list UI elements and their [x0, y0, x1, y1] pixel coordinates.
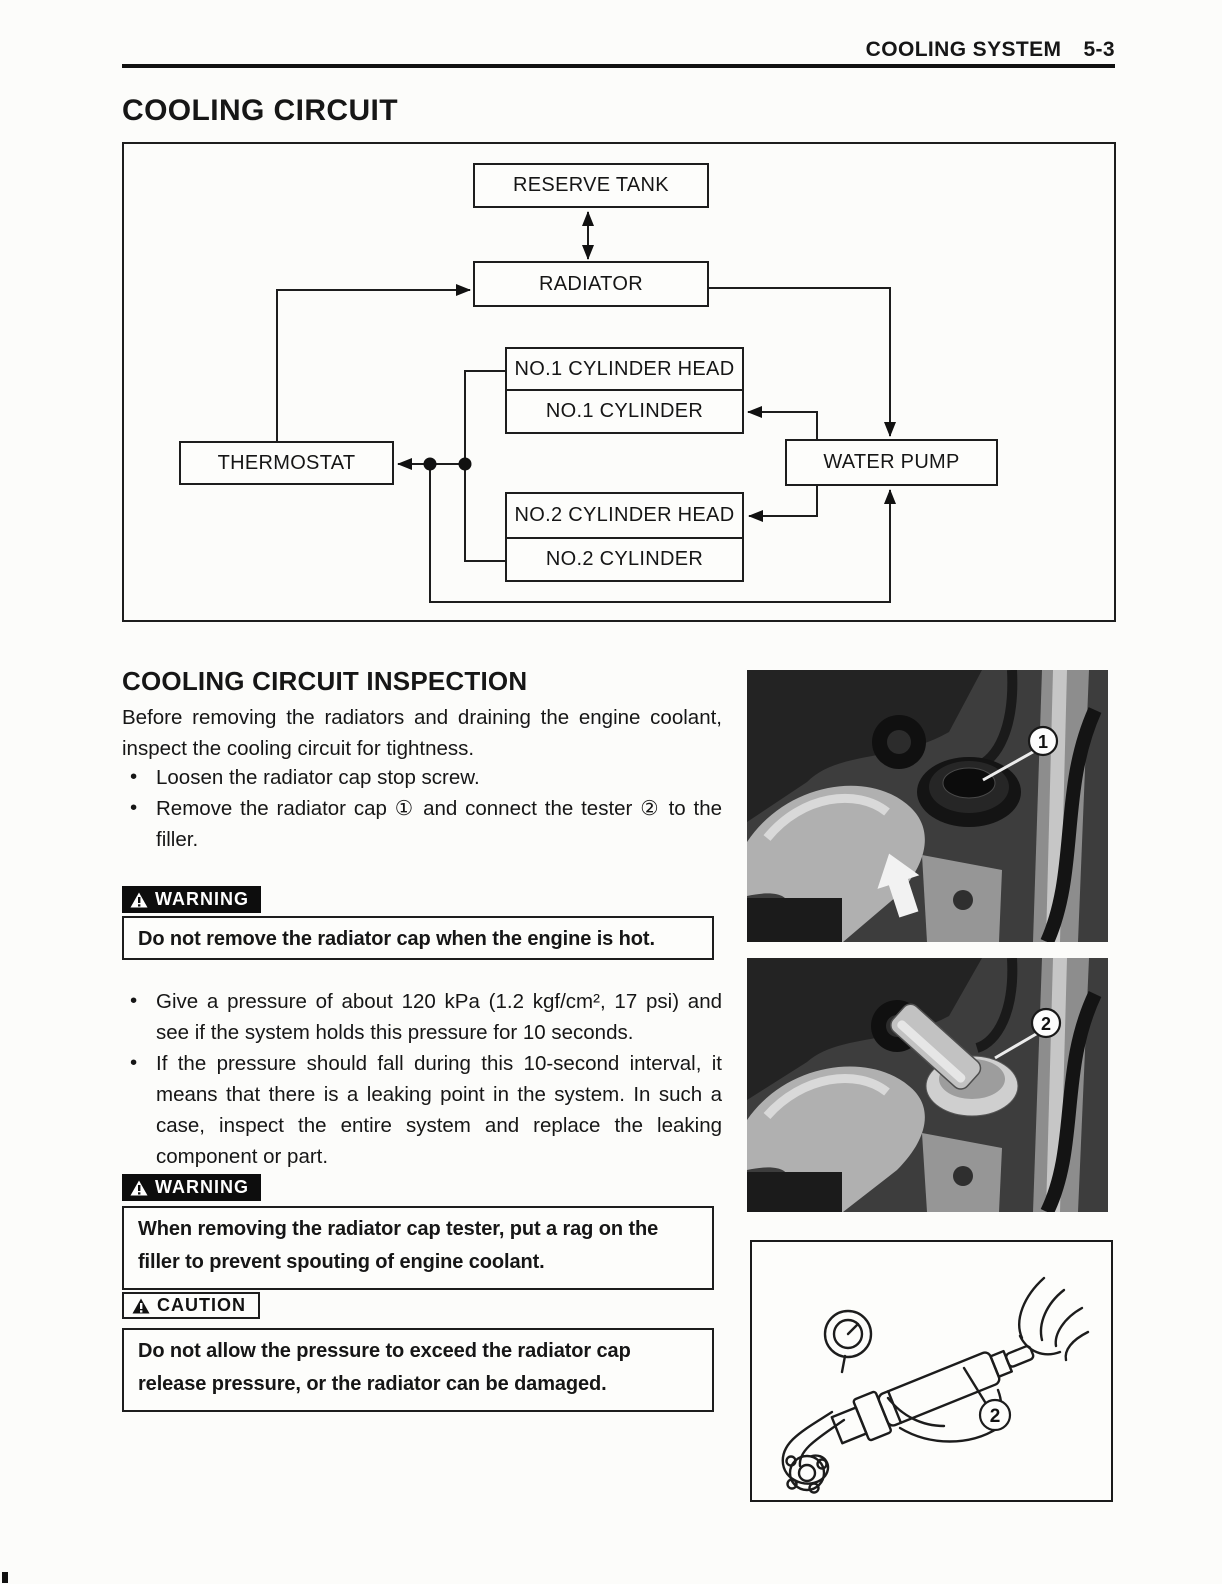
svg-text:2: 2 — [1040, 1014, 1052, 1034]
scan-edge-mark — [2, 1572, 8, 1583]
warning-badge-label: WARNING — [155, 1177, 249, 1197]
list-item: • Loosen the radiator cap stop screw. — [122, 762, 722, 793]
svg-text:2: 2 — [989, 1406, 1001, 1427]
photo-radiator-cap — [747, 670, 1108, 942]
junction-dot — [424, 458, 437, 471]
svg-text:1: 1 — [1037, 732, 1049, 752]
header-section-title: COOLING SYSTEM — [865, 38, 1062, 61]
photo2-scene — [747, 958, 1108, 1212]
diagram-box-reserve-tank: RESERVE TANK — [473, 163, 709, 208]
drawing-tester-pump — [750, 1240, 1113, 1502]
callout-2-badge — [1032, 1009, 1060, 1037]
pressure-gauge — [825, 1311, 871, 1372]
callout-2-badge — [980, 1400, 1010, 1430]
junction-dot — [459, 458, 472, 471]
warning-badge — [122, 1174, 261, 1201]
diagram-box-no1-cylinder: NO.1 CYLINDER — [505, 389, 744, 434]
diagram-box-no1-cylinder-head: NO.1 CYLINDER HEAD — [505, 347, 744, 391]
page-header — [122, 38, 1115, 62]
callout-1-badge — [1029, 727, 1057, 755]
caution-triangle-icon — [132, 1298, 150, 1314]
diagram-box-thermostat: THERMOSTAT — [179, 441, 394, 485]
warning-triangle-icon — [130, 1180, 148, 1196]
pump-body — [829, 1331, 1040, 1450]
warning-box: Do not remove the radiator cap when the engine is hot. — [122, 916, 714, 960]
caution-badge — [122, 1292, 260, 1319]
list-item: • Remove the radiator cap ① and connect the tester ② to the filler. — [122, 793, 722, 855]
inspection-steps — [122, 762, 722, 855]
inspection-intro: Before removing the radiators and draining the engine coolant, inspect the cooling circuit for tightness. — [122, 706, 722, 760]
warning-badge-label: WARNING — [155, 889, 249, 909]
diagram-box-radiator: RADIATOR — [473, 261, 709, 307]
caution-box: Do not allow the pressure to exceed the radiator cap release pressure, or the radiator can be damaged. — [122, 1328, 714, 1412]
warning-box: When removing the radiator cap tester, put a rag on the filler to prevent spouting of engine coolant. — [122, 1206, 714, 1290]
diagram-box-no2-cylinder: NO.2 CYLINDER — [505, 537, 744, 582]
warning-badge — [122, 886, 261, 913]
warning-triangle-icon — [130, 892, 148, 908]
diagram-box-no2-cylinder-head: NO.2 CYLINDER HEAD — [505, 492, 744, 539]
inspection-steps-2 — [122, 986, 722, 1172]
diagram-box-water-pump: WATER PUMP — [785, 439, 998, 486]
photo-tester-connected — [747, 958, 1108, 1212]
list-item: • Give a pressure of about 120 kPa (1.2 kgf/cm², 17 psi) and see if the system holds this pressure for 10 seconds. — [122, 986, 722, 1048]
page-number: 5-3 — [1083, 38, 1115, 61]
list-item: • If the pressure should fall during this 10-second interval, it means that there is a leaking point in the system. In such a case, inspect the entire system and replace the leaking component or part. — [122, 1048, 722, 1172]
tester-drawing-scene — [752, 1242, 1110, 1499]
header-rule — [122, 64, 1115, 68]
caution-badge-label: CAUTION — [157, 1295, 246, 1315]
photo1-scene — [747, 670, 1108, 942]
section-title-cooling-circuit: COOLING CIRCUIT — [122, 94, 398, 127]
cooling-circuit-diagram — [122, 142, 1116, 622]
section-title-inspection: COOLING CIRCUIT INSPECTION — [122, 666, 528, 696]
